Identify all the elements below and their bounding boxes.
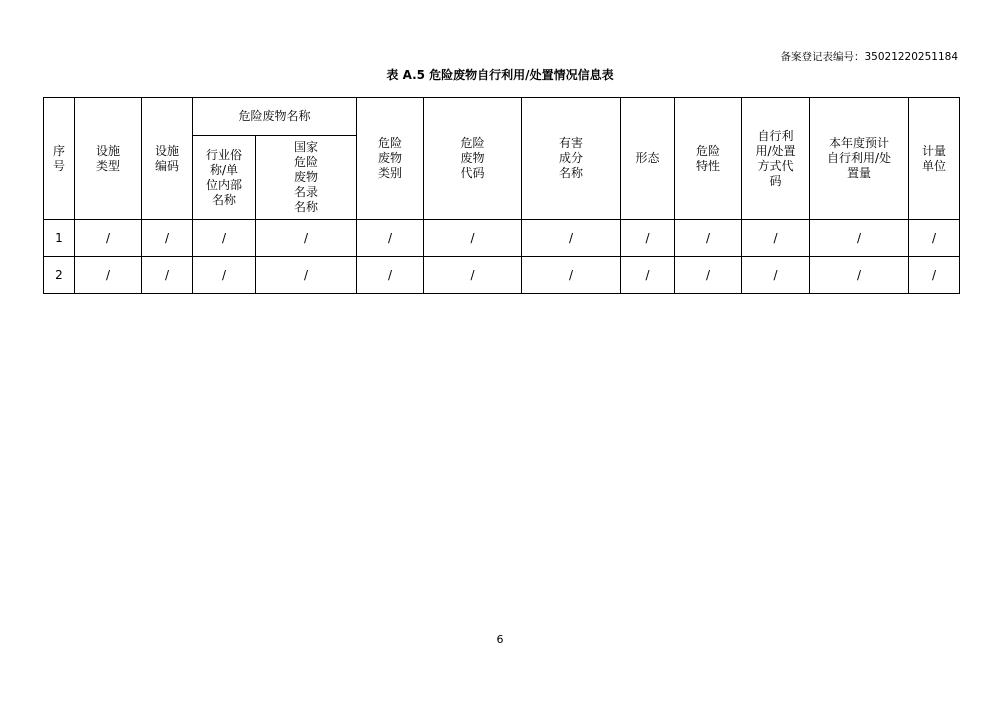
cell-annual-amount: / [810,220,909,257]
header-facility-code-text: 设施 编码 [154,143,179,173]
cell-annual-amount: / [810,257,909,294]
cell-category: / [357,220,424,257]
table-row [44,257,960,294]
cell-facility-code: / [142,257,193,294]
header-hazardous-name-group: 危险废物名称 [193,98,357,136]
header-category-text: 危险 废物 类别 [378,136,403,180]
table-row [44,220,960,257]
header-harmful-components-text: 有害 成分 名称 [559,136,584,180]
cell-hazard-property: / [675,257,742,294]
header-annual-amount [810,98,909,220]
header-annual-amount-text: 本年度预计 自行利用/处 置量 [826,136,892,180]
cell-code: / [424,220,522,257]
header-common-name [193,136,256,220]
registration-value: 35021220251184 [864,51,958,63]
cell-method-code: / [742,220,810,257]
header-seq-text: 序 号 [52,143,65,173]
header-unit-text: 计量 单位 [922,143,947,173]
cell-hazard-property: / [675,220,742,257]
header-seq [44,98,75,220]
page-number: 6 [496,633,504,646]
cell-code: / [424,257,522,294]
header-harmful-components [522,98,621,220]
cell-common-name: / [193,220,256,257]
header-hazard-property-text: 危险 特性 [696,143,721,173]
cell-facility-type: / [75,257,142,294]
header-form [621,98,675,220]
header-facility-code [142,98,193,220]
header-hazard-property [675,98,742,220]
cell-unit: / [909,257,960,294]
header-common-name-text: 行业俗 称/单 位内部 名称 [205,147,242,207]
header-national-name-text: 国家 危险 废物 名录 名称 [294,140,319,214]
header-facility-type [75,98,142,220]
cell-form: / [621,220,675,257]
cell-unit: / [909,220,960,257]
cell-national-name: / [256,257,357,294]
table-title: 表 A.5 危险废物自行利用/处置情况信息表 [386,68,614,82]
cell-seq: 2 [44,257,75,294]
registration-label: 备案登记表编号： [780,51,865,63]
cell-method-code: / [742,257,810,294]
header-method-code-text: 自行利 用/处置 方式代 码 [755,128,796,188]
cell-common-name: / [193,257,256,294]
hazardous-waste-table [43,97,960,294]
header-unit [909,98,960,220]
registration-number [780,49,958,64]
cell-form: / [621,257,675,294]
header-category [357,98,424,220]
cell-seq: 1 [44,220,75,257]
cell-national-name: / [256,220,357,257]
header-facility-type-text: 设施 类型 [95,143,120,173]
header-code [424,98,522,220]
cell-harmful-components: / [522,220,621,257]
header-form-text: 形态 [635,151,660,165]
header-national-name [256,136,357,220]
header-code-text: 危险 废物 代码 [460,136,485,180]
header-method-code [742,98,810,220]
cell-facility-type: / [75,220,142,257]
cell-facility-code: / [142,220,193,257]
cell-harmful-components: / [522,257,621,294]
cell-category: / [357,257,424,294]
